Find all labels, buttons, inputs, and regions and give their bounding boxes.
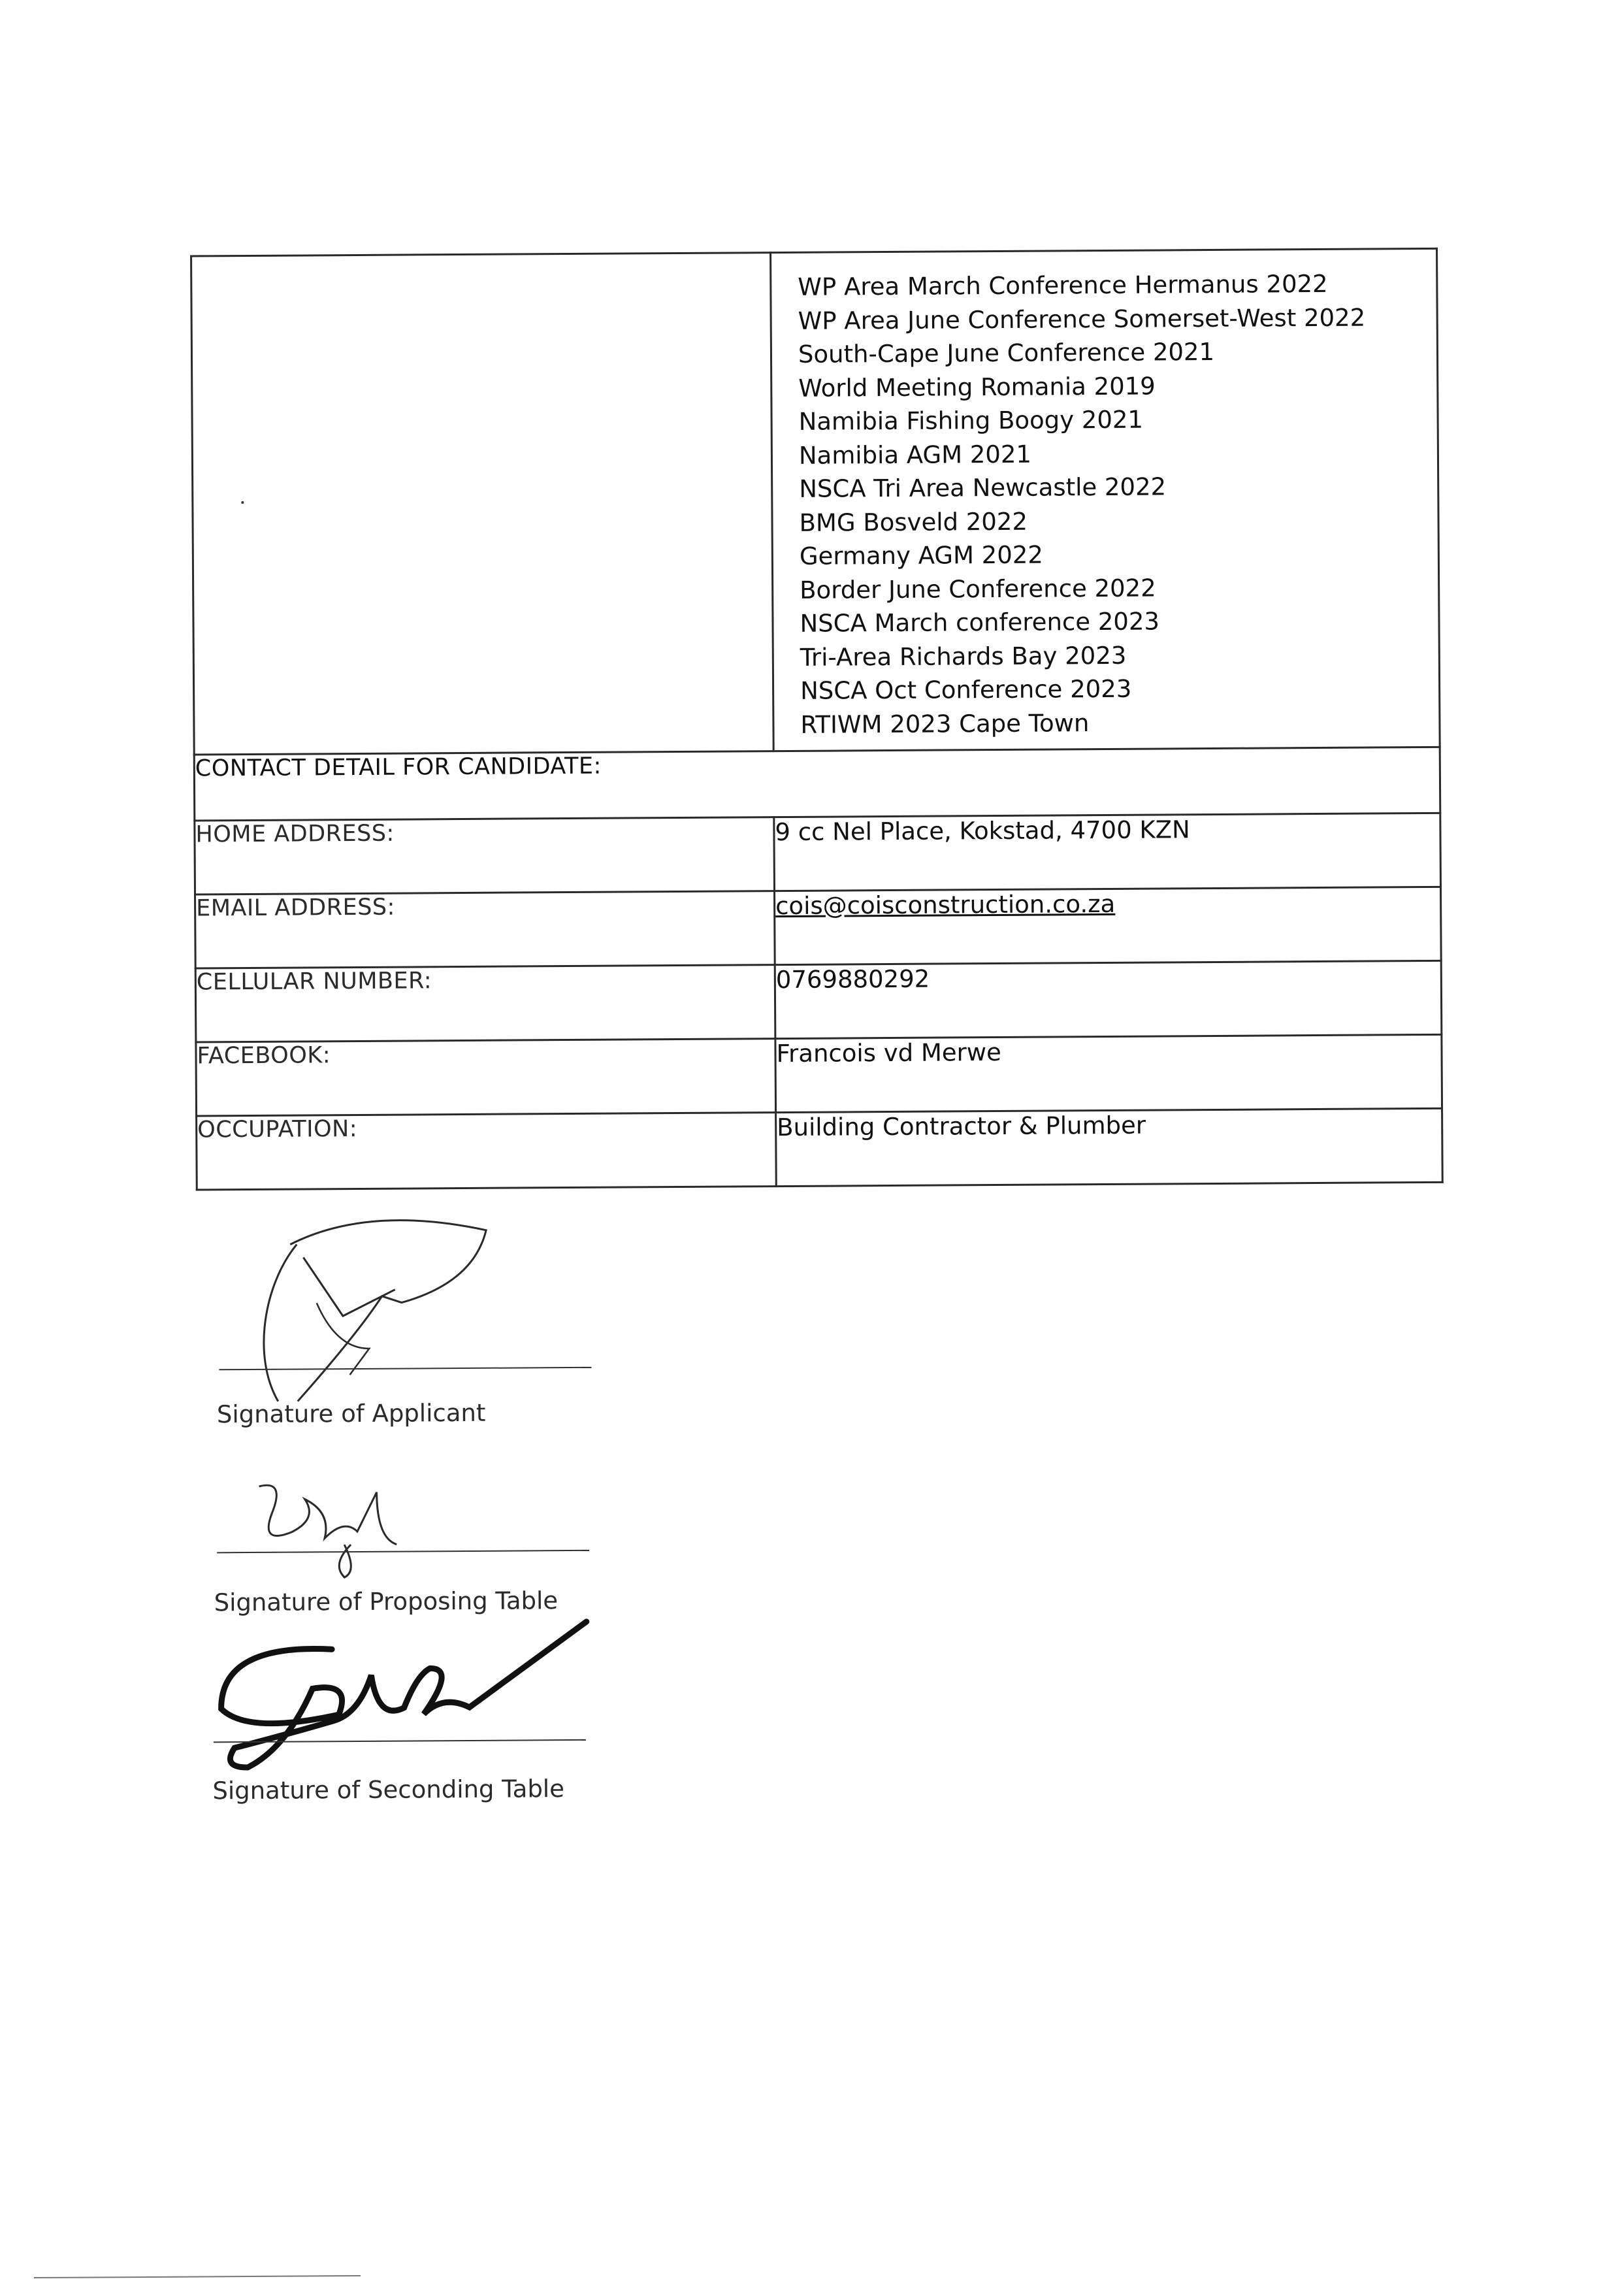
cellular-number-row <box>195 960 1442 1042</box>
occupation-value: Building Contractor & Plumber <box>776 1108 1443 1186</box>
proposing-signature <box>246 1472 416 1584</box>
events-label-cell <box>191 253 774 755</box>
facebook-row <box>196 1034 1442 1116</box>
facebook-value: Francois vd Merwe <box>775 1034 1442 1112</box>
seconding-signature-caption: Signature of Seconding Table <box>212 1775 565 1805</box>
email-address-label: EMAIL ADDRESS: <box>195 891 775 968</box>
home-address-label: HOME ADDRESS: <box>195 817 775 894</box>
footer-rule <box>34 2275 361 2278</box>
event-item: NSCA March conference 2023 <box>800 607 1160 638</box>
email-address-value <box>774 887 1441 964</box>
event-item: WP Area June Conference Somerset-West 2022 <box>798 303 1366 335</box>
cellular-number-value: 0769880292 <box>775 960 1442 1038</box>
proposing-signature-caption: Signature of Proposing Table <box>214 1586 559 1617</box>
cellular-number-label: CELLULAR NUMBER: <box>195 965 775 1042</box>
event-item: BMG Bosveld 2022 <box>799 507 1028 537</box>
event-item: South-Cape June Conference 2021 <box>798 337 1215 369</box>
events-list-cell <box>771 248 1440 751</box>
home-address-row <box>195 813 1441 894</box>
events-list <box>771 250 1439 749</box>
event-item: Namibia AGM 2021 <box>798 440 1032 470</box>
event-item: Border June Conference 2022 <box>800 574 1156 604</box>
home-address-value: 9 cc Nel Place, Kokstad, 4700 KZN <box>774 813 1441 891</box>
events-row <box>191 248 1440 755</box>
email-link[interactable]: cois@coisconstruction.co.za <box>775 889 1116 921</box>
contact-heading: CONTACT DETAIL FOR CANDIDATE: <box>194 747 1440 821</box>
event-item: NSCA Oct Conference 2023 <box>800 674 1132 705</box>
email-address-row <box>195 887 1442 968</box>
facebook-label: FACEBOOK: <box>196 1039 776 1116</box>
event-item: WP Area March Conference Hermanus 2022 <box>798 269 1328 301</box>
event-item: Tri-Area Richards Bay 2023 <box>800 641 1127 672</box>
candidate-details-table <box>190 248 1444 1191</box>
applicant-signature <box>238 1204 513 1422</box>
applicant-signature-caption: Signature of Applicant <box>216 1398 486 1429</box>
event-item: Namibia Fishing Boogy 2021 <box>798 405 1144 436</box>
event-item: Germany AGM 2022 <box>799 540 1043 570</box>
contact-heading-row <box>194 747 1440 821</box>
occupation-row <box>197 1108 1443 1190</box>
event-item: NSCA Tri Area Newcastle 2022 <box>799 472 1167 503</box>
event-item: RTIWM 2023 Cape Town <box>800 708 1090 739</box>
seconding-signature <box>208 1615 601 1781</box>
event-item: World Meeting Romania 2019 <box>798 372 1156 402</box>
occupation-label: OCCUPATION: <box>197 1113 777 1190</box>
